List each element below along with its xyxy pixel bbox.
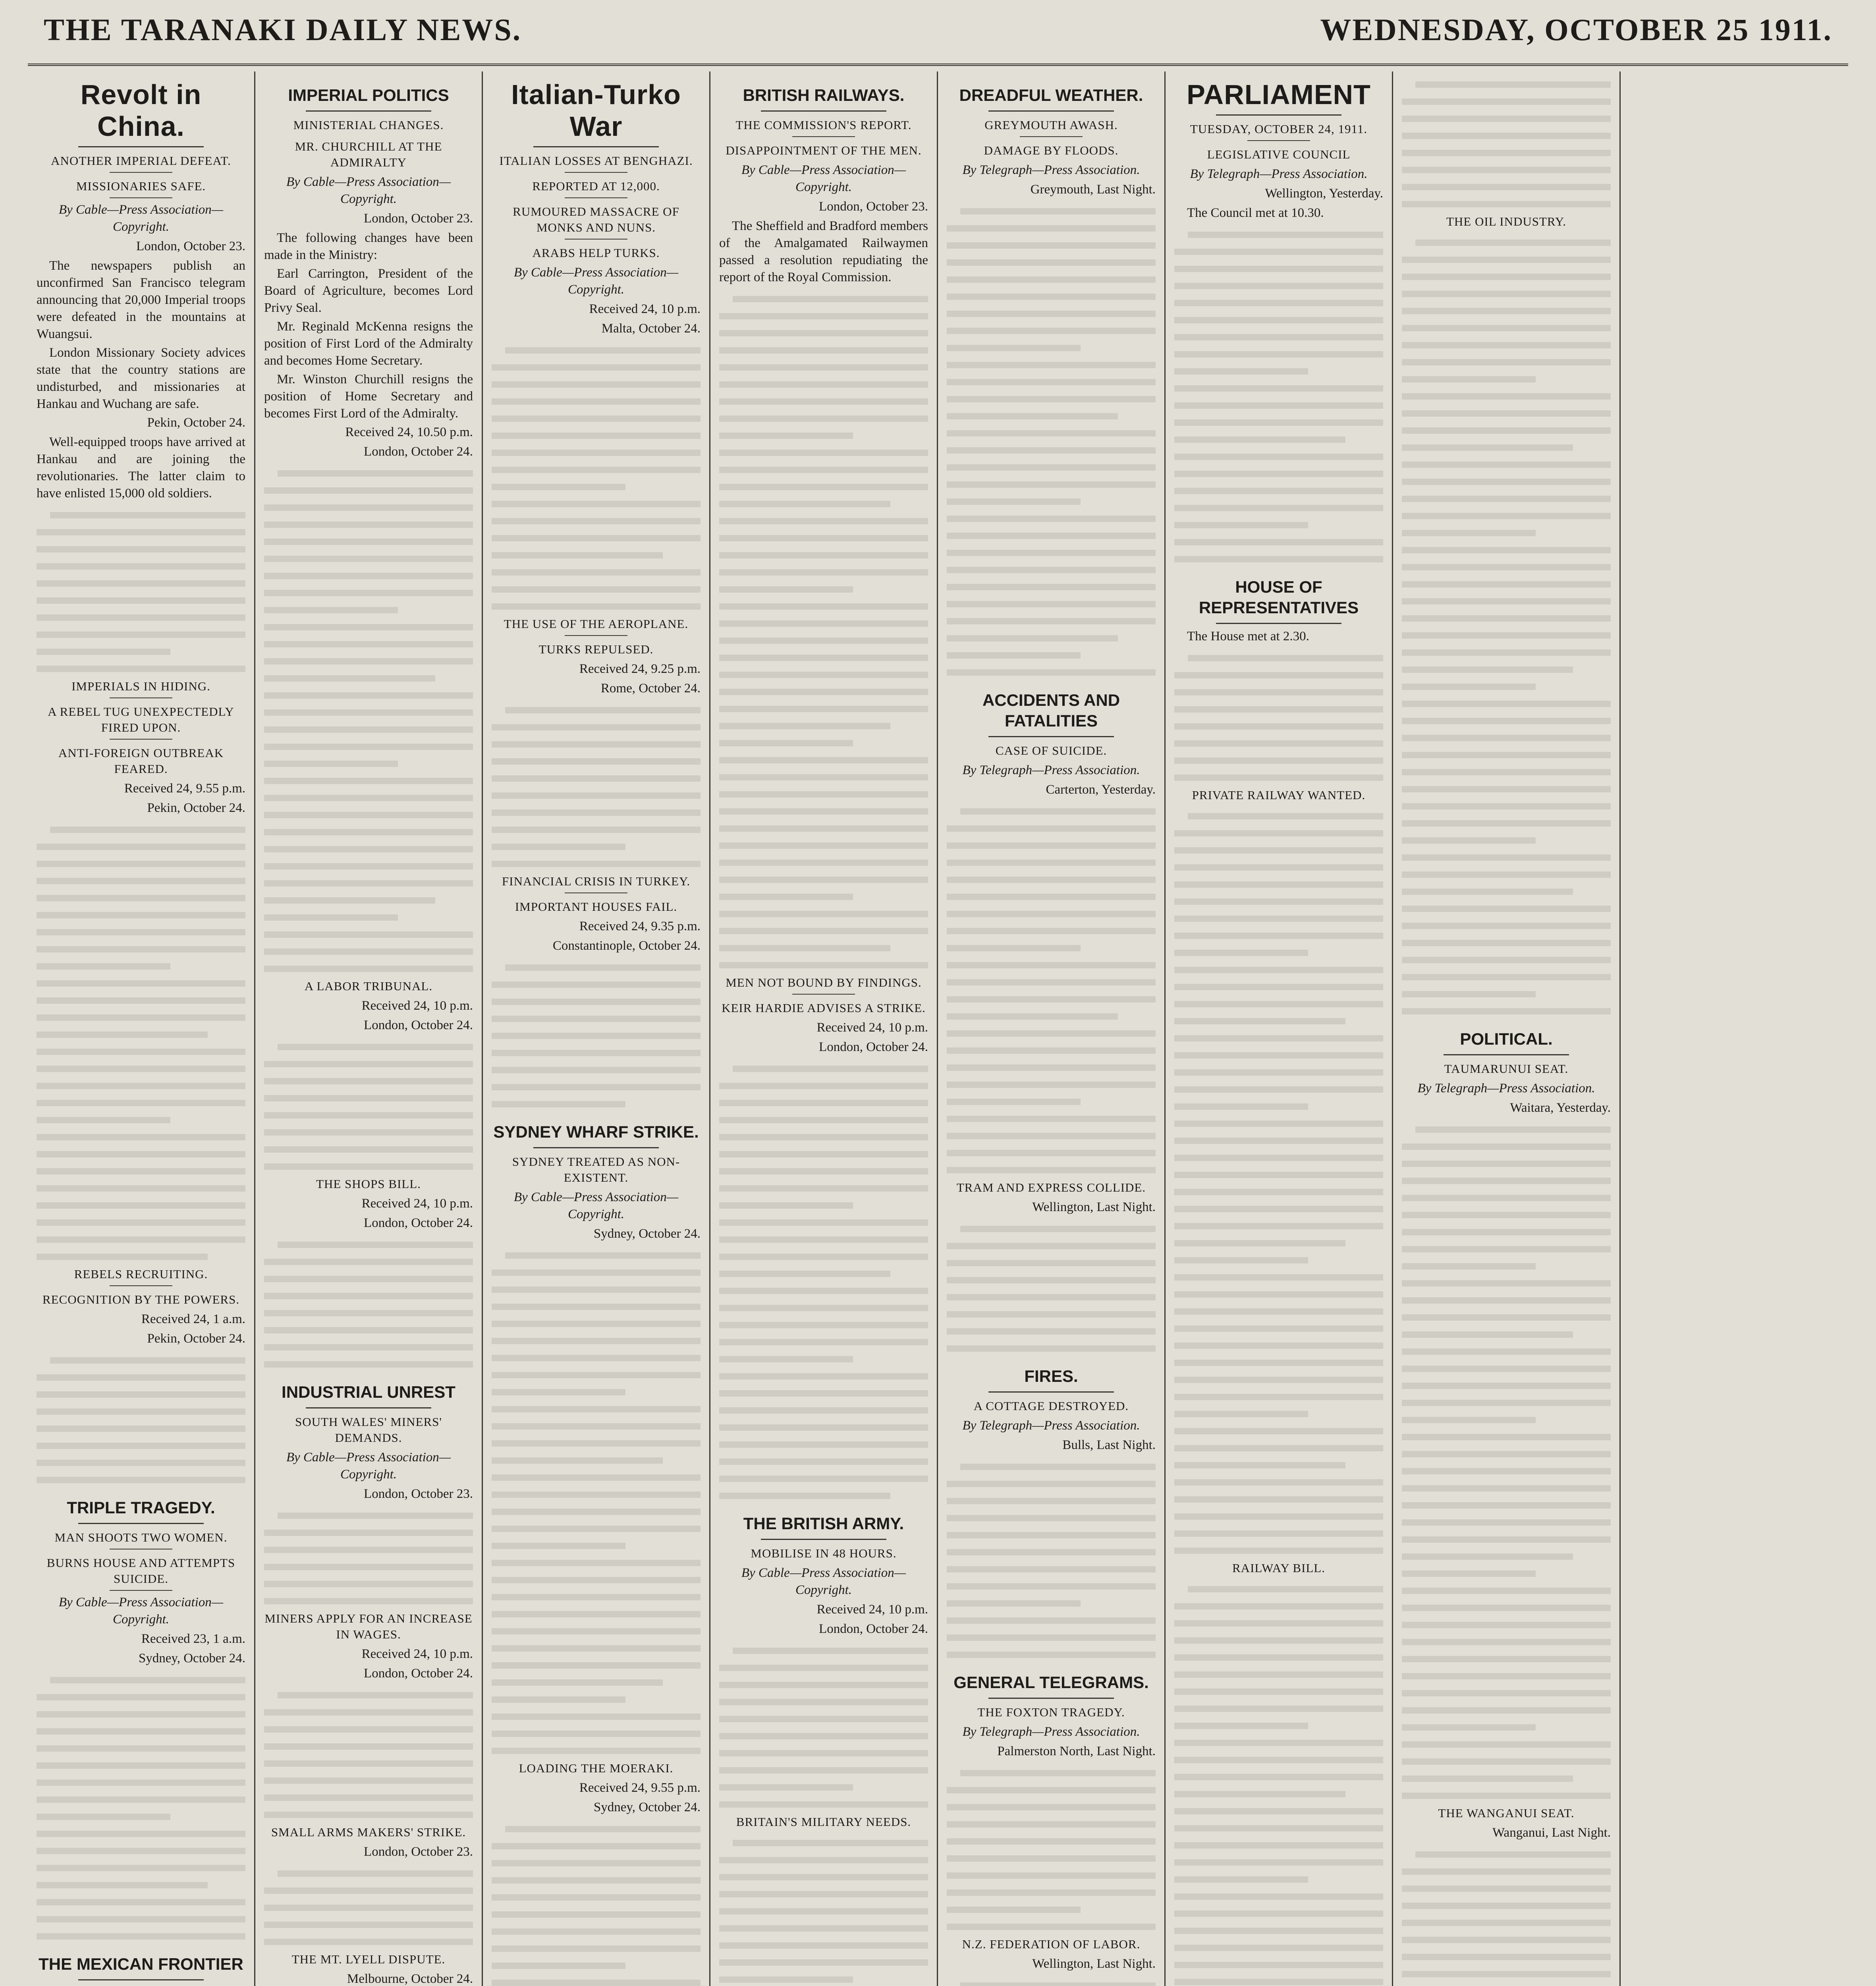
byline: By Telegraph—Press Association.: [962, 163, 1140, 177]
dateline: Constantinople, October 24.: [552, 939, 701, 953]
subheading: IMPORTANT HOUSES FAIL.: [515, 900, 677, 914]
paragraph: Mr. Winston Churchill resigns the position of Home Secretary and becomes First Lord of the Admiralty.: [264, 372, 473, 421]
body-text-block: [947, 1766, 1156, 1931]
dateline: London, October 24.: [819, 1040, 928, 1054]
subheading: MOBILISE IN 48 HOURS.: [751, 1546, 897, 1560]
body-text-block: [264, 1688, 473, 1819]
dateline: London, October 23.: [364, 1487, 473, 1501]
body-text-block: [264, 1040, 473, 1171]
subheading: SMALL ARMS MAKERS' STRIKE.: [271, 1825, 466, 1839]
body-text-block: [492, 960, 701, 1108]
dateline: London, October 24.: [364, 444, 473, 459]
subheading: RECOGNITION BY THE POWERS.: [42, 1292, 240, 1306]
dateline: London, October 24.: [364, 1018, 473, 1032]
subheading: KEIR HARDIE ADVISES A STRIKE.: [722, 1001, 926, 1015]
divider-rule: [792, 136, 855, 137]
divider-rule: [78, 1979, 204, 1980]
dateline: Sydney, October 24.: [593, 1800, 701, 1814]
masthead: [28, 12, 1848, 66]
subheading: BRITAIN'S MILITARY NEEDS.: [736, 1815, 911, 1829]
divider-rule: [988, 110, 1114, 112]
subheading: ARABS HELP TURKS.: [532, 246, 660, 260]
dateline: London, October 23.: [364, 1845, 473, 1859]
divider-rule: [565, 239, 627, 240]
byline: By Cable—Press Association—Copyright.: [741, 163, 906, 194]
byline: By Telegraph—Press Association.: [962, 1725, 1140, 1739]
paragraph: The Sheffield and Bradford members of the Amalgamated Railwaymen passed a resolution repudiating the report of the Royal Commission.: [719, 219, 928, 284]
dateline: Received 24, 1 a.m.: [141, 1312, 245, 1326]
dateline: London, October 24.: [819, 1622, 928, 1636]
dateline: Sydney, October 24.: [138, 1651, 245, 1665]
dateline: London, October 23.: [136, 239, 245, 253]
body-text-block: [1402, 1122, 1611, 1800]
subheading: SYDNEY TREATED AS NON-EXISTENT.: [512, 1155, 680, 1184]
subheading: LOADING THE MOERAKI.: [519, 1761, 674, 1775]
column-1: [28, 71, 255, 1986]
divider-rule: [1444, 1054, 1569, 1055]
body-text-block: [947, 804, 1156, 1174]
subheading: REBELS RECRUITING.: [74, 1267, 208, 1281]
divider-rule: [1247, 140, 1310, 141]
subheading: TRAM AND EXPRESS COLLIDE.: [956, 1180, 1146, 1194]
byline: By Telegraph—Press Association.: [1190, 167, 1368, 181]
divider-rule: [306, 1407, 431, 1408]
subheading: SOUTH WALES' MINERS' DEMANDS.: [295, 1415, 442, 1445]
paragraph: The Council met at 10.30.: [1187, 206, 1324, 220]
dateline: Pekin, October 24.: [147, 1331, 245, 1346]
divider-rule: [78, 1523, 204, 1524]
dateline: Received 24, 10 p.m.: [361, 1647, 473, 1661]
subheading: FINANCIAL CRISIS IN TURKEY.: [502, 874, 691, 888]
body-text-block: [492, 1822, 701, 1986]
subheading: BURNS HOUSE AND ATTEMPTS SUICIDE.: [46, 1556, 235, 1586]
byline: By Cable—Press Association—Copyright.: [286, 1450, 451, 1482]
dateline: Received 24, 10 p.m.: [361, 999, 473, 1013]
subheading: THE OIL INDUSTRY.: [1446, 214, 1567, 228]
subheading: MISSIONARIES SAFE.: [76, 179, 206, 193]
dateline: Received 24, 9.55 p.m.: [124, 781, 245, 796]
body-text-block: [947, 1978, 1156, 1986]
subheading: ANOTHER IMPERIAL DEFEAT.: [51, 154, 231, 168]
subheading: THE MT. LYELL DISPUTE.: [291, 1952, 446, 1966]
column-4: [710, 71, 938, 1986]
dateline: Pekin, October 24.: [147, 801, 245, 815]
paragraph: London Missionary Society advices state that the country stations are undisturbed, and missionaries at Hankau and Wuchang are safe.: [37, 346, 245, 411]
body-text-block: [37, 1673, 245, 1940]
section-heading: THE MEXICAN FRONTIER: [39, 1955, 243, 1973]
divider-rule: [306, 110, 431, 112]
column-7: [1393, 71, 1621, 1986]
paragraph: The House met at 2.30.: [1187, 629, 1309, 643]
dateline: Malta, October 24.: [601, 321, 701, 336]
dateline: Wellington, Last Night.: [1032, 1957, 1156, 1971]
divider-rule: [1216, 623, 1341, 624]
dateline: Rome, October 24.: [600, 681, 701, 695]
body-text-block: [719, 1062, 928, 1500]
body-text-block: [264, 466, 473, 973]
byline: By Telegraph—Press Association.: [962, 1418, 1140, 1433]
dateline: Greymouth, Last Night.: [1030, 182, 1156, 197]
dateline: Received 24, 9.55 p.m.: [579, 1781, 701, 1795]
dateline: Wellington, Last Night.: [1032, 1200, 1156, 1214]
body-text-block: [947, 1222, 1156, 1352]
body-text-block: [1402, 77, 1611, 208]
subheading: MEN NOT BOUND BY FINDINGS.: [726, 976, 922, 989]
subheading: GREYMOUTH AWASH.: [984, 118, 1118, 132]
dateline: Palmerston North, Last Night.: [997, 1744, 1156, 1758]
paragraph: Mr. Reginald McKenna resigns the position of First Lord of the Admiralty and becomes Home Secretary.: [264, 319, 473, 368]
dateline: Received 24, 10 p.m.: [816, 1020, 928, 1035]
divider-rule: [792, 994, 855, 995]
dateline: London, October 23.: [819, 199, 928, 214]
body-text-block: [719, 1644, 928, 1808]
subheading: A COTTAGE DESTROYED.: [973, 1399, 1129, 1413]
byline: By Cable—Press Association—Copyright.: [58, 203, 224, 234]
body-text-block: [1174, 809, 1383, 1555]
divider-rule: [565, 172, 627, 173]
headline: Revolt in China.: [80, 79, 202, 142]
body-text-block: [492, 1248, 701, 1755]
dateline: Carterton, Yesterday.: [1046, 782, 1156, 797]
subheading: MR. CHURCHILL AT THE ADMIRALTY: [295, 139, 442, 169]
columns: [28, 71, 1848, 1986]
subheading: ANTI-FOREIGN OUTBREAK FEARED.: [58, 746, 224, 776]
paragraph: Earl Carrington, President of the Board of Agriculture, becomes Lord Privy Seal.: [264, 267, 473, 315]
subheading: N.Z. FEDERATION OF LABOR.: [962, 1937, 1141, 1951]
subheading: TURKS REPULSED.: [538, 642, 654, 656]
dateline: Received 24, 10 p.m.: [816, 1602, 928, 1617]
divider-rule: [110, 697, 172, 698]
divider-rule: [533, 1147, 659, 1148]
divider-rule: [110, 197, 172, 198]
section-heading: GENERAL TELEGRAMS.: [953, 1673, 1149, 1692]
dateline: Received 24, 10.50 p.m.: [345, 425, 473, 439]
section-heading: ACCIDENTS AND FATALITIES: [982, 691, 1120, 730]
subheading: REPORTED AT 12,000.: [532, 179, 660, 193]
divider-rule: [533, 146, 659, 147]
dateline: Sydney, October 24.: [593, 1227, 701, 1241]
column-5: [938, 71, 1166, 1986]
subheading: RUMOURED MASSACRE OF MONKS AND NUNS.: [513, 205, 679, 234]
section-heading: POLITICAL.: [1460, 1030, 1553, 1048]
divider-rule: [761, 1539, 886, 1540]
paragraph: The newspapers publish an unconfirmed San Francisco telegram announcing that 20,000 Imperial troops were defeated in the mountains at Wuangsui.: [37, 259, 245, 341]
subheading: TUESDAY, OCTOBER 24, 1911.: [1190, 122, 1368, 136]
byline: By Telegraph—Press Association.: [1417, 1081, 1595, 1095]
body-text-block: [1174, 228, 1383, 563]
byline: By Cable—Press Association—Copyright.: [286, 175, 451, 206]
subheading: IMPERIALS IN HIDING.: [71, 679, 210, 693]
divider-rule: [1020, 136, 1083, 137]
divider-rule: [988, 736, 1114, 737]
divider-rule: [78, 146, 204, 147]
divider-rule: [110, 1285, 172, 1286]
paragraph: The following changes have been made in the Ministry:: [264, 231, 473, 262]
subheading: CASE OF SUICIDE.: [995, 744, 1107, 757]
masthead-date: WEDNESDAY, OCTOBER 25 1911.: [1320, 12, 1832, 47]
section-heading: DREADFUL WEATHER.: [959, 86, 1143, 104]
dateline: London, October 24.: [364, 1666, 473, 1681]
dateline: Wellington, Yesterday.: [1265, 186, 1383, 201]
subheading: THE USE OF THE AEROPLANE.: [504, 617, 689, 631]
dateline: Waitara, Yesterday.: [1510, 1101, 1611, 1115]
section-heading: THE BRITISH ARMY.: [743, 1514, 904, 1533]
body-text-block: [719, 292, 928, 969]
column-8: [1621, 71, 1848, 1986]
column-3: [483, 71, 710, 1986]
subheading: ITALIAN LOSSES AT BENGHAZI.: [499, 154, 693, 168]
divider-rule: [565, 197, 627, 198]
column-6: [1166, 71, 1393, 1986]
divider-rule: [110, 1590, 172, 1591]
subheading: LEGISLATIVE COUNCIL: [1207, 147, 1351, 161]
subheading: THE FOXTON TRAGEDY.: [977, 1705, 1125, 1719]
masthead-title: THE TARANAKI DAILY NEWS.: [44, 12, 522, 47]
dateline: Wanganui, Last Night.: [1492, 1826, 1611, 1840]
body-text-block: [264, 1238, 473, 1368]
headline: PARLIAMENT: [1187, 79, 1371, 110]
dateline: Pekin, October 24.: [147, 415, 245, 430]
section-heading: HOUSE OF REPRESENTATIVES: [1199, 578, 1359, 617]
headline: Italian-Turko War: [511, 79, 681, 142]
dateline: Received 24, 10 p.m.: [361, 1196, 473, 1211]
byline: By Cable—Press Association—Copyright.: [513, 265, 679, 297]
byline: By Cable—Press Association—Copyright.: [741, 1566, 906, 1597]
body-text-block: [37, 823, 245, 1261]
body-text-block: [719, 1836, 928, 1986]
subheading: RAILWAY BILL.: [1232, 1561, 1325, 1575]
subheading: DAMAGE BY FLOODS.: [984, 143, 1119, 157]
paragraph: Well-equipped troops have arrived at Hankau and are joining the revolutionaries. The latter claim to have enlisted 15,000 old soldiers.: [37, 435, 245, 500]
dateline: Bulls, Last Night.: [1062, 1438, 1156, 1452]
subheading: DISAPPOINTMENT OF THE MEN.: [726, 143, 922, 157]
divider-rule: [1216, 114, 1341, 116]
byline: By Cable—Press Association—Copyright.: [513, 1190, 679, 1221]
section-heading: TRIPLE TRAGEDY.: [67, 1498, 215, 1517]
body-text-block: [947, 204, 1156, 676]
section-heading: IMPERIAL POLITICS: [288, 86, 449, 104]
section-heading: SYDNEY WHARF STRIKE.: [493, 1122, 699, 1141]
subheading: MINERS APPLY FOR AN INCREASE IN WAGES.: [264, 1611, 473, 1641]
subheading: A LABOR TRIBUNAL.: [304, 979, 433, 993]
dateline: Received 24, 9.35 p.m.: [579, 919, 701, 933]
divider-rule: [565, 635, 627, 636]
dateline: Received 24, 10 p.m.: [589, 302, 701, 316]
body-text-block: [264, 1866, 473, 1946]
dateline: Melbourne, October 24.: [347, 1972, 473, 1986]
divider-rule: [988, 1391, 1114, 1393]
section-heading: BRITISH RAILWAYS.: [743, 86, 905, 104]
divider-rule: [110, 739, 172, 740]
divider-rule: [110, 172, 172, 173]
body-text-block: [492, 703, 701, 868]
subheading: THE SHOPS BILL.: [316, 1177, 421, 1191]
dateline: London, October 24.: [364, 1216, 473, 1230]
dateline: Received 23, 1 a.m.: [141, 1632, 245, 1646]
body-text-block: [264, 1509, 473, 1605]
dateline: Received 24, 9.25 p.m.: [579, 662, 701, 676]
body-text-block: [37, 1353, 245, 1484]
byline: By Cable—Press Association—Copyright.: [58, 1595, 224, 1627]
body-text-block: [1174, 1582, 1383, 1986]
subheading: TAUMARUNUI SEAT.: [1444, 1062, 1569, 1076]
subheading: PRIVATE RAILWAY WANTED.: [1192, 788, 1366, 802]
subheading: MINISTERIAL CHANGES.: [293, 118, 444, 132]
body-text-block: [947, 1460, 1156, 1659]
section-heading: FIRES.: [1024, 1367, 1078, 1385]
subheading: THE COMMISSION'S REPORT.: [735, 118, 912, 132]
section-heading: INDUSTRIAL UNREST: [282, 1383, 455, 1401]
byline: By Telegraph—Press Association.: [962, 763, 1140, 777]
body-text-block: [1174, 651, 1383, 782]
subheading: THE WANGANUI SEAT.: [1438, 1806, 1575, 1820]
subheading: A REBEL TUG UNEXPECTEDLY FIRED UPON.: [48, 705, 234, 734]
body-text-block: [492, 343, 701, 610]
body-text-block: [37, 508, 245, 673]
dateline: London, October 23.: [364, 211, 473, 226]
body-text-block: [1402, 236, 1611, 1015]
divider-rule: [761, 110, 886, 112]
body-text-block: [1402, 1847, 1611, 1986]
subheading: MAN SHOOTS TWO WOMEN.: [54, 1530, 228, 1544]
divider-rule: [988, 1698, 1114, 1699]
column-2: [255, 71, 483, 1986]
